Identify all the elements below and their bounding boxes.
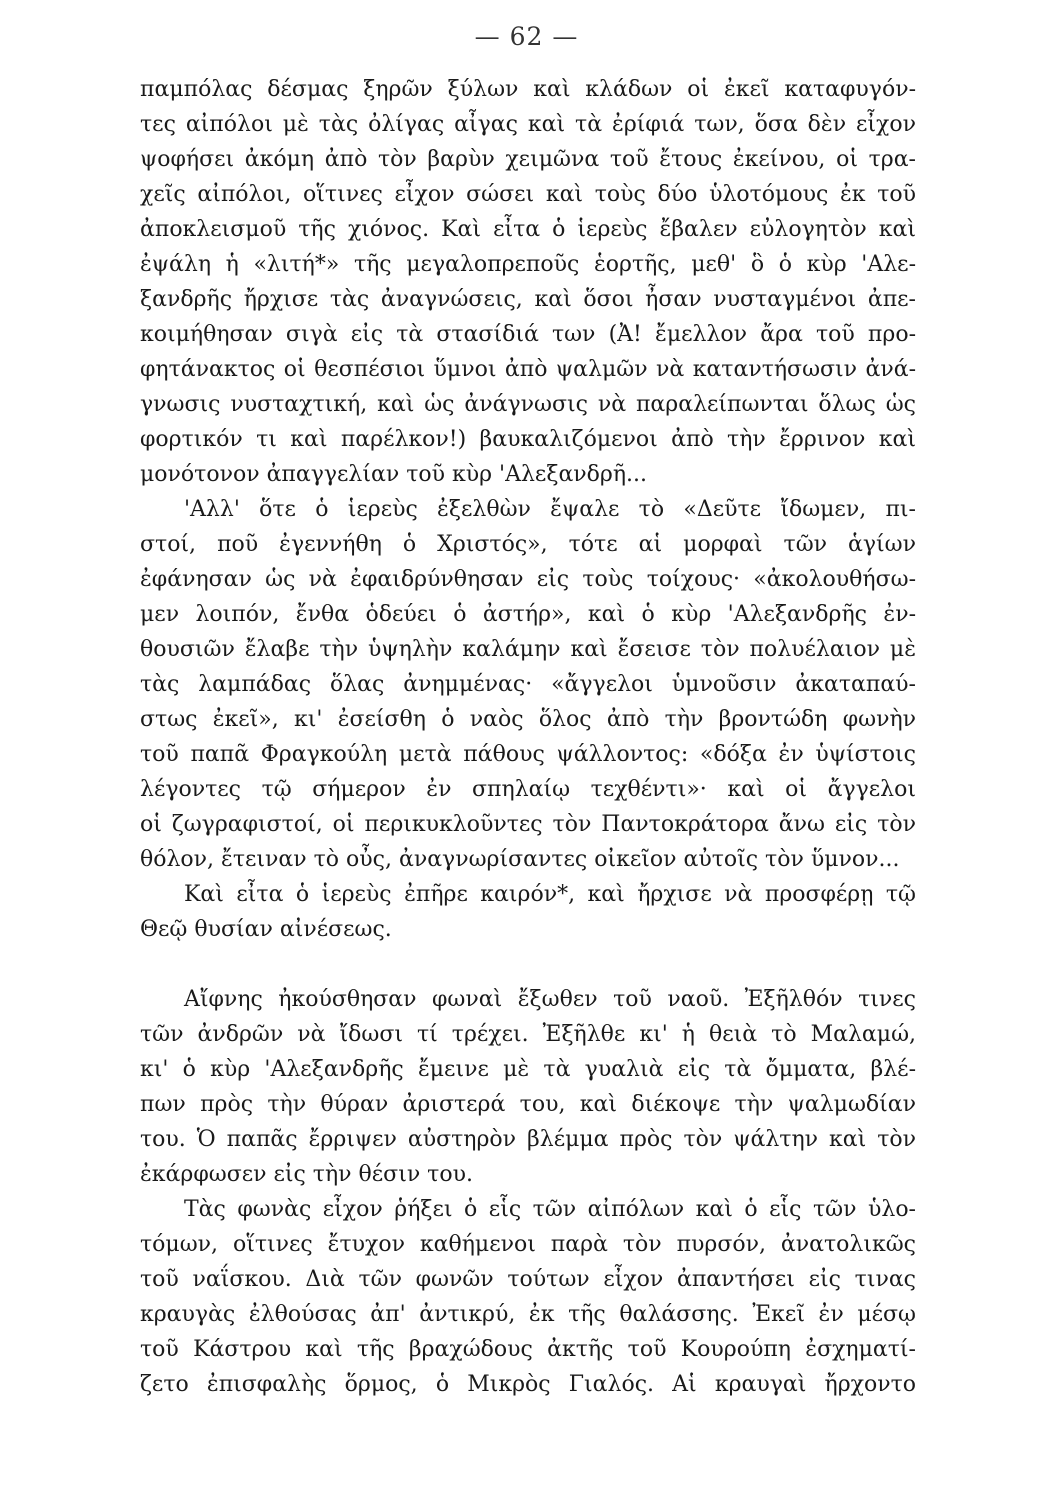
paragraph-2 <box>140 492 916 877</box>
text-line: Καὶ εἶτα ὁ ἱερεὺς ἐπῆρε καιρόν*, καὶ ἤρχισε νὰ προσφέρῃ τῷ <box>184 882 916 907</box>
text-line: τῶν ἀνδρῶν νὰ ἴδωσι τί τρέχει. Ἐξῆλθε κι' ἡ θειὰ τὸ Μαλαμώ, <box>140 1022 916 1047</box>
text-line: ἐφάνησαν ὡς νὰ ἐφαιδρύνθησαν εἰς τοὺς τοίχους· «ἀκολουθήσω- <box>140 567 916 592</box>
text-line: τὰς λαμπάδας ὅλας ἀνημμένας· «ἄγγελοι ὑμνοῦσιν ἀκαταπαύ- <box>140 672 916 697</box>
text-line: τοῦ ναΐσκου. Διὰ τῶν φωνῶν τούτων εἶχον ἀπαντήσει εἰς τινας <box>140 1267 916 1292</box>
text-line: ξανδρῆς ἤρχισε τὰς ἀναγνώσεις, καὶ ὅσοι ἦσαν νυσταγμένοι ἀπε- <box>140 287 916 312</box>
text-line: λέγοντες τῷ σήμερον ἐν σπηλαίῳ τεχθέντι»· καὶ οἱ ἄγγελοι <box>140 777 916 802</box>
text-line: θόλον, ἔτειναν τὸ οὖς, ἀναγνωρίσαντες οἰκεῖον αὐτοῖς τὸν ὕμνον... <box>140 847 900 872</box>
text-line: Τὰς φωνὰς εἶχον ῥήξει ὁ εἷς τῶν αἰπόλων καὶ ὁ εἷς τῶν ὑλο- <box>184 1197 916 1222</box>
text-line: τες αἰπόλοι μὲ τὰς ὀλίγας αἶγας καὶ τὰ ἐρίφιά των, ὅσα δὲν εἶχον <box>140 112 916 137</box>
paragraph-4 <box>140 982 916 1192</box>
text-line: κι' ὁ κὺρ 'Αλεξανδρῆς ἔμεινε μὲ τὰ γυαλιὰ εἰς τὰ ὄμματα, βλέ- <box>140 1057 916 1082</box>
text-line: 'Αλλ' ὅτε ὁ ἱερεὺς ἐξελθὼν ἔψαλε τὸ «Δεῦτε ἴδωμεν, πι- <box>184 497 916 522</box>
text-line: παμπόλας δέσμας ξηρῶν ξύλων καὶ κλάδων οἱ ἐκεῖ καταφυγόν- <box>140 77 916 102</box>
text-line: πων πρὸς τὴν θύραν ἀριστερά του, καὶ διέκοψε τὴν ψαλμωδίαν <box>140 1092 916 1117</box>
page-number: — 62 — <box>474 22 579 51</box>
text-line: φητάνακτος οἱ θεσπέσιοι ὕμνοι ἀπὸ ψαλμῶν νὰ καταντήσωσιν ἀνά- <box>140 357 916 382</box>
text-line: ζετο ἐπισφαλὴς ὅρμος, ὁ Μικρὸς Γιαλός. Αἱ κραυγαὶ ἤρχοντο <box>140 1372 916 1397</box>
text-line: θουσιῶν ἔλαβε τὴν ὑψηλὴν καλάμην καὶ ἔσεισε τὸν πολυέλαιον μὲ <box>140 637 916 662</box>
paragraph-1 <box>140 72 916 492</box>
text-line: ψοφήσει ἀκόμη ἀπὸ τὸν βαρὺν χειμῶνα τοῦ ἔτους ἐκείνου, οἱ τρα- <box>140 147 916 172</box>
text-line: κραυγὰς ἐλθούσας ἀπ' ἀντικρύ, ἐκ τῆς θαλάσσης. Ἐκεῖ ἐν μέσῳ <box>140 1302 916 1327</box>
text-line: Αἴφνης ἠκούσθησαν φωναὶ ἔξωθεν τοῦ ναοῦ. Ἐξῆλθόν τινες <box>184 987 916 1012</box>
text-line: μεν λοιπόν, ἔνθα ὁδεύει ὁ ἀστήρ», καὶ ὁ κὺρ 'Αλεξανδρῆς ἐν- <box>140 602 916 627</box>
text-line: τόμων, οἵτινες ἔτυχον καθήμενοι παρὰ τὸν πυρσόν, ἀνατολικῶς <box>140 1232 916 1257</box>
paragraph-5 <box>140 1192 916 1402</box>
text-line: στοί, ποῦ ἐγεννήθη ὁ Χριστός», τότε αἱ μορφαὶ τῶν ἁγίων <box>140 532 916 557</box>
body-text <box>140 72 916 1402</box>
text-line: ἀποκλεισμοῦ τῆς χιόνος. Καὶ εἶτα ὁ ἱερεὺς ἔβαλεν εὐλογητὸν καὶ <box>140 217 916 242</box>
text-line: ἐκάρφωσεν εἰς τὴν θέσιν του. <box>140 1162 473 1187</box>
paragraph-3 <box>140 877 916 947</box>
text-line: φορτικόν τι καὶ παρέλκον!) βαυκαλιζόμενοι ἀπὸ τὴν ἔρρινον καὶ <box>140 427 916 452</box>
text-line: τοῦ παπᾶ Φραγκούλη μετὰ πάθους ψάλλοντος: «δόξα ἐν ὑψίστοις <box>140 742 916 767</box>
text-line: γνωσις νυσταχτική, καὶ ὡς ἀνάγνωσις νὰ παραλείπωνται ὅλως ὡς <box>140 392 916 417</box>
text-line: οἱ ζωγραφιστοί, οἱ περικυκλοῦντες τὸν Παντοκράτορα ἄνω εἰς τὸν <box>140 812 916 837</box>
text-line: στως ἐκεῖ», κι' ἐσείσθη ὁ ναὸς ὅλος ἀπὸ τὴν βροντώδη φωνὴν <box>140 707 916 732</box>
text-line: μονότονον ἀπαγγελίαν τοῦ κὺρ 'Αλεξανδρῆ... <box>140 462 648 487</box>
text-line: τοῦ Κάστρου καὶ τῆς βραχώδους ἀκτῆς τοῦ Κουρούπη ἐσχηματί- <box>140 1337 916 1362</box>
section-gap <box>140 947 916 982</box>
text-line: του. Ὁ παπᾶς ἔρριψεν αὐστηρὸν βλέμμα πρὸς τὸν ψάλτην καὶ τὸν <box>140 1127 916 1152</box>
text-line: ἐψάλη ἡ «λιτή*» τῆς μεγαλοπρεποῦς ἑορτῆς, μεθ' ὃ ὁ κὺρ 'Αλε- <box>140 252 916 277</box>
text-line: κοιμήθησαν σιγὰ εἰς τὰ στασίδιά των (Ἀ! ἔμελλον ἄρα τοῦ προ- <box>140 322 916 347</box>
text-line: χεῖς αἰπόλοι, οἵτινες εἶχον σώσει καὶ τοὺς δύο ὑλοτόμους ἐκ τοῦ <box>140 182 916 207</box>
text-line: Θεῷ θυσίαν αἰνέσεως. <box>140 917 392 942</box>
